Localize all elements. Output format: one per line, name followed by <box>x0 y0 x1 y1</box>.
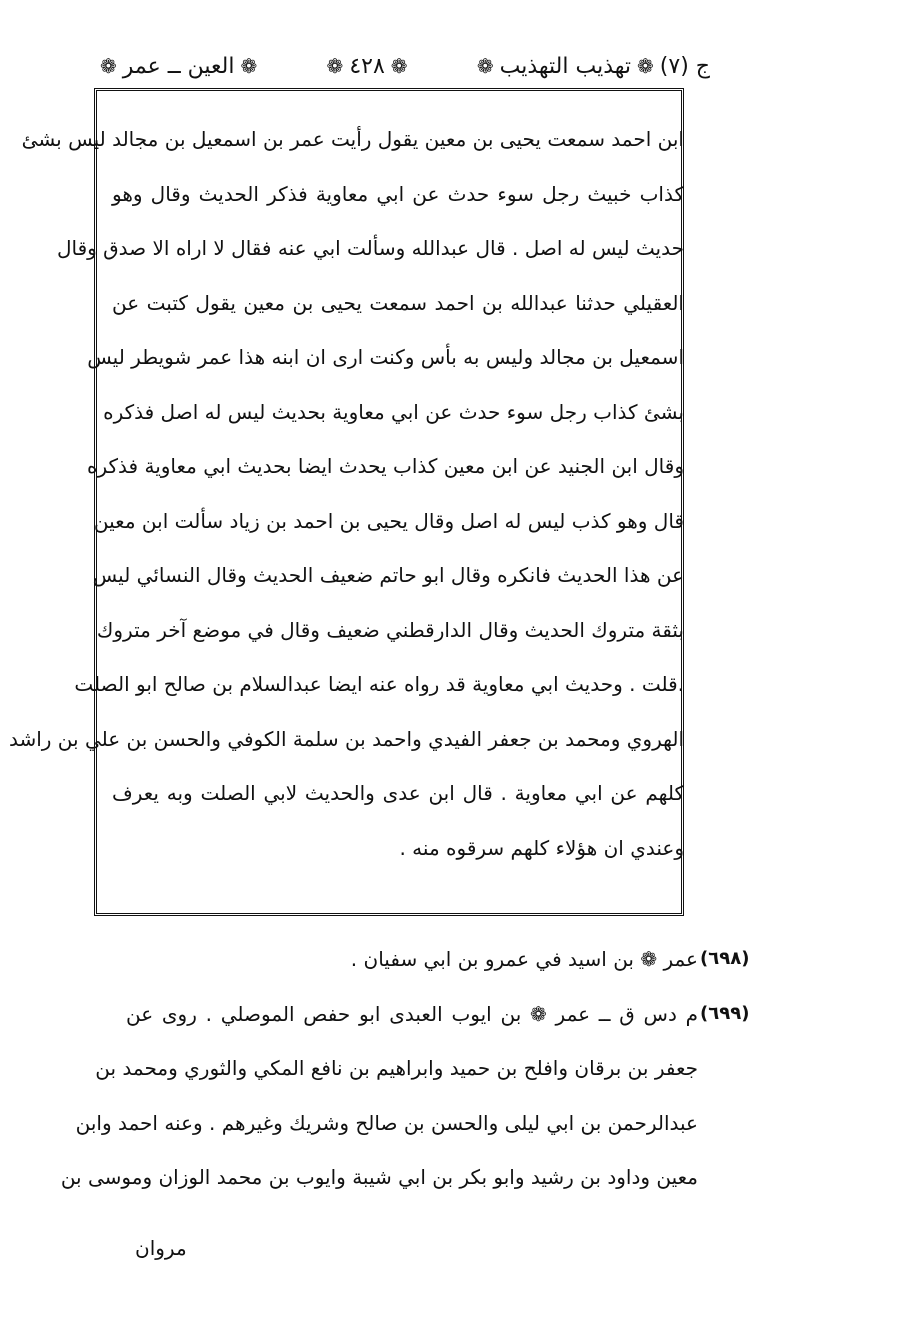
ornament-icon: ❁ <box>637 54 654 78</box>
text-line: وقال ابن الجنيد عن ابن معين كذاب يحدث ايضا بحديث ابي معاوية فذكره <box>87 454 684 478</box>
header-title: تهذيب التهذيب <box>499 53 632 79</box>
ornament-icon: ❁ <box>240 54 258 78</box>
entry-line <box>126 932 750 987</box>
text-line: ابن احمد سمعت يحيى بن معين يقول رأيت عمر بن اسمعيل بن مجالد ليس بشئ <box>21 127 684 151</box>
entry-text: عبدالرحمن بن ابي ليلى والحسن بن صالح وشريك وغيرهم . وعنه احمد وابن <box>75 1110 698 1135</box>
text-line: العقيلي حدثنا عبدالله بن احمد سمعت يحيى بن معين يقول كتبت عن <box>112 290 684 315</box>
entry-line <box>126 987 750 1042</box>
entry-text: م دس ق ــ عمر ❁ بن ايوب العبدى ابو حفص الموصلي . روى عن <box>126 1001 698 1026</box>
entry-line <box>95 1041 698 1096</box>
text-line: كذاب خبيث رجل سوء حدث عن ابي معاوية فذكر الحديث وقال وهو <box>112 181 684 206</box>
catchword: مروان <box>135 1236 187 1260</box>
header-volume-group <box>477 54 710 79</box>
entry-text: جعفر بن برقان وافلح بن حميد وابراهيم بن نافع المكي والثوري ومحمد بن <box>95 1056 698 1080</box>
ornament-icon: ❁ <box>326 54 344 78</box>
header-page-group <box>327 54 408 79</box>
text-line: كلهم عن ابي معاوية . قال ابن عدى والحديث لابي الصلت وبه يعرف <box>112 781 684 805</box>
text-line: .قلت . وحديث ابي معاوية قد رواه عنه ايضا عبدالسلام بن صالح ابو الصلت <box>74 672 684 696</box>
text-line: بشئ كذاب رجل سوء حدث عن ابي معاوية بحديث ليس له اصل فذكره <box>103 399 684 424</box>
text-line: اسمعيل بن مجالد وليس به بأس وكنت ارى ان ابنه هذا عمر شويطر ليس <box>87 345 684 369</box>
entry-number: (٦٩٨) <box>700 948 750 969</box>
header-section-group <box>100 54 257 79</box>
entry-number: (٦٩٩) <box>700 1002 750 1024</box>
entries-section <box>60 932 750 1205</box>
ornament-icon: ❁ <box>476 54 494 78</box>
text-line: قال وهو كذب ليس له اصل وقال يحيى بن احمد بن زياد سألت ابن معين <box>93 508 684 533</box>
header-volume: ج (٧) <box>659 53 710 79</box>
entry-text: عمر ❁ بن اسيد في عمرو بن ابي سفيان . <box>350 947 698 971</box>
entry-text: معين وداود بن رشيد وابو بكر بن ابي شيبة وايوب بن محمد الوزان وموسى بن <box>60 1165 698 1189</box>
entry-line <box>60 1150 698 1205</box>
header-page-number: ٤٢٨ <box>349 53 385 79</box>
text-line: حديث ليس له اصل . قال عبدالله وسألت ابي عنه فقال لا اراه الا صدق وقال <box>56 236 684 260</box>
header-section: العين ــ عمر <box>122 53 235 79</box>
body-text <box>8 112 684 875</box>
entry-line <box>75 1096 698 1151</box>
page-header <box>100 46 710 86</box>
text-line: الهروي ومحمد بن جعفر الفيدي واحمد بن سلمة الكوفي والحسن بن علي بن راشد <box>8 726 684 751</box>
text-line: بثقة متروك الحديث وقال الدارقطني ضعيف وقال في موضع آخر متروك <box>96 617 684 642</box>
text-line: عن هذا الحديث فانكره وقال ابو حاتم ضعيف الحديث وقال النسائي ليس <box>92 563 684 587</box>
ornament-icon: ❁ <box>100 54 117 78</box>
text-line: وعندي ان هؤلاء كلهم سرقوه منه . <box>399 835 684 860</box>
ornament-icon: ❁ <box>390 54 408 78</box>
